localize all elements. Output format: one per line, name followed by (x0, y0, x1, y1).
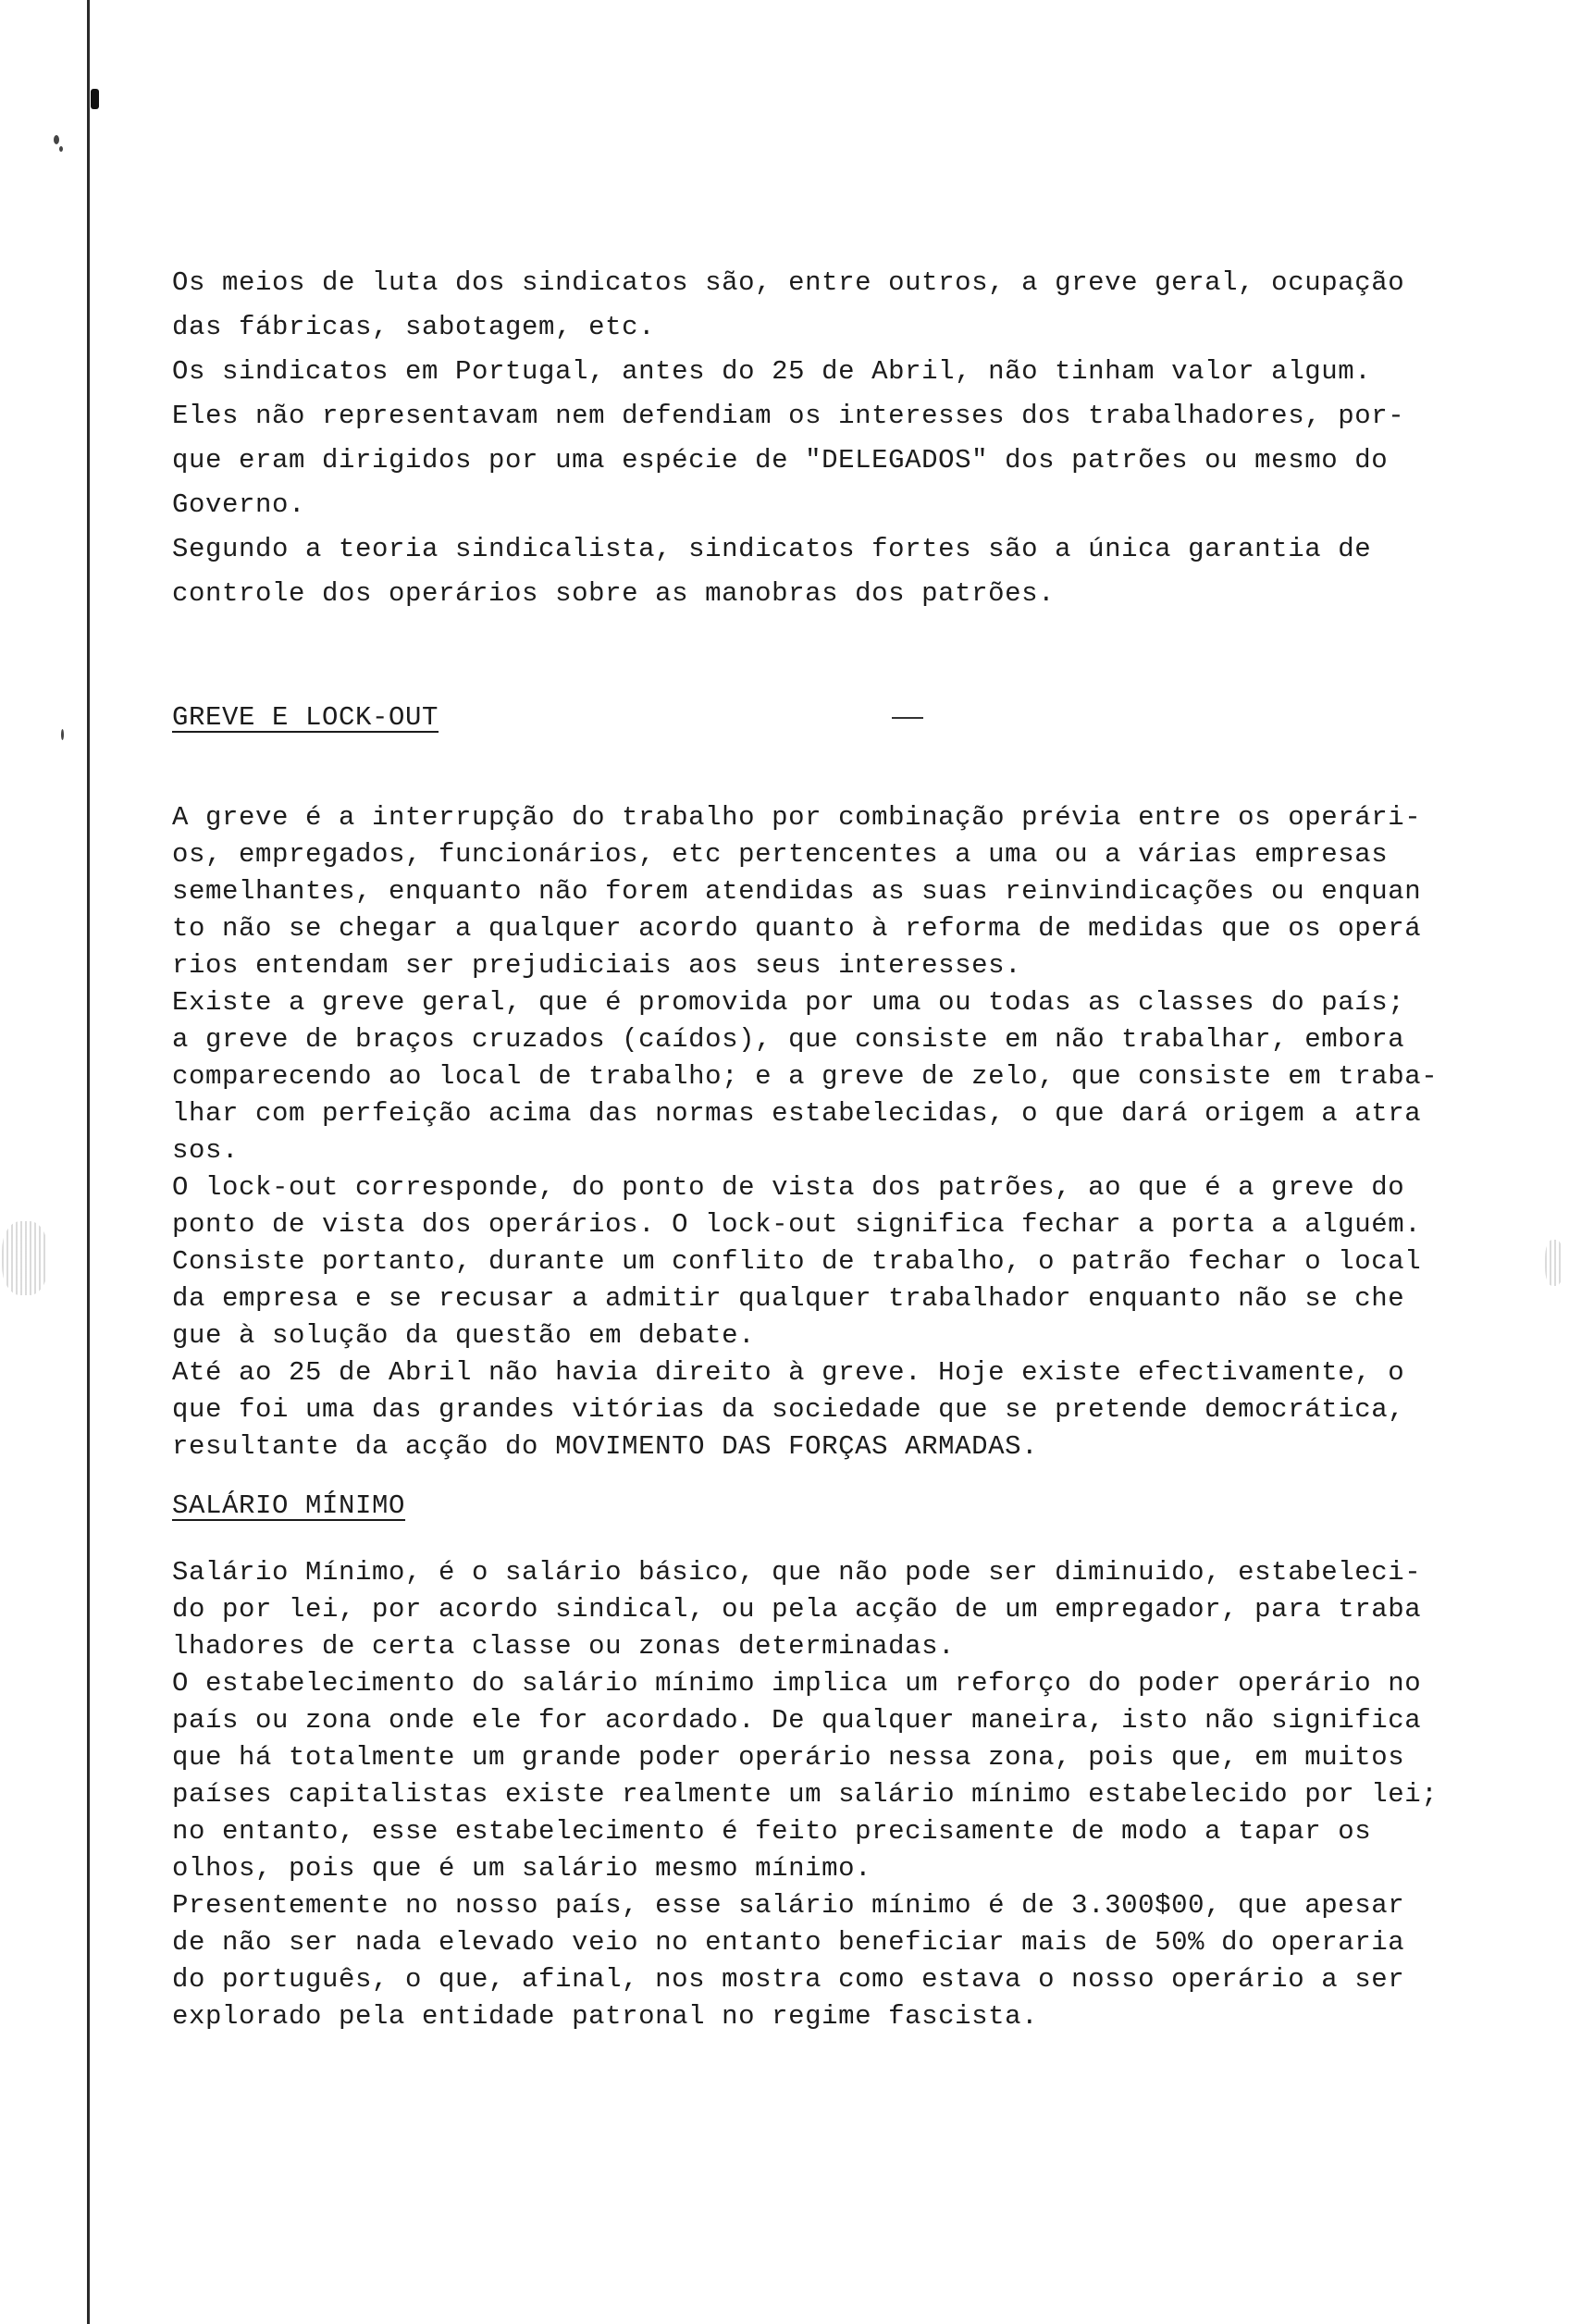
text-line: Até ao 25 de Abril não havia direito à greve. Hoje existe efectivamente, o (172, 1357, 1405, 1388)
ink-speck (54, 135, 59, 144)
text-line: olhos, pois que é um salário mesmo mínimo. (172, 1853, 872, 1884)
document-body (172, 261, 1467, 2032)
heading-text: GREVE E LOCK-OUT (172, 702, 439, 733)
scan-smudge (1545, 1240, 1563, 1286)
salario-section-body (172, 1551, 1467, 2032)
text-line: no entanto, esse estabelecimento é feito precisamente de modo a tapar os (172, 1816, 1372, 1847)
text-line: do português, o que, afinal, nos mostra como estava o nosso operário a ser (172, 1964, 1405, 1995)
text-line: Consiste portanto, durante um conflito de trabalho, o patrão fechar o local (172, 1246, 1422, 1277)
text-line: O lock-out corresponde, do ponto de vista dos patrões, ao que é a greve do (172, 1172, 1405, 1203)
text-line: to não se chegar a qualquer acordo quanto à reforma de medidas que os operá (172, 913, 1422, 944)
section-heading-salario (172, 1484, 1467, 1528)
text-line: do por lei, por acordo sindical, ou pela acção de um empregador, para traba (172, 1594, 1422, 1625)
text-line: país ou zona onde ele for acordado. De qualquer maneira, isto não significa (172, 1705, 1422, 1736)
ink-speck (61, 729, 64, 740)
text-line: gue à solução da questão em debate. (172, 1320, 756, 1351)
text-line: semelhantes, enquanto não forem atendidas as suas reinvindicações ou enquan (172, 876, 1422, 907)
text-line: Segundo a teoria sindicalista, sindicatos fortes são a única garantia de (172, 534, 1372, 564)
text-line: ponto de vista dos operários. O lock-out significa fechar a porta a alguém. (172, 1209, 1422, 1240)
text-line: das fábricas, sabotagem, etc. (172, 312, 656, 342)
text-line: Eles não representavam nem defendiam os interesses dos trabalhadores, por- (172, 401, 1405, 431)
text-line: Presentemente no nosso país, esse salário mínimo é de 3.300$00, que apesar (172, 1890, 1405, 1921)
page-left-border (87, 0, 90, 2324)
section-heading-greve (172, 696, 1467, 740)
scan-smudge (2, 1221, 48, 1295)
text-line: de não ser nada elevado veio no entanto beneficiar mais de 50% do operaria (172, 1927, 1405, 1958)
text-line: Existe a greve geral, que é promovida por uma ou todas as classes do país; (172, 987, 1405, 1018)
text-line: que há totalmente um grande poder operário nessa zona, pois que, em muitos (172, 1742, 1405, 1773)
text-line: Governo. (172, 489, 306, 520)
binder-hole-mark (91, 89, 99, 109)
text-line: comparecendo ao local de trabalho; e a greve de zelo, que consiste em traba- (172, 1061, 1439, 1092)
text-line: lhadores de certa classe ou zonas determinadas. (172, 1631, 956, 1662)
text-line: Salário Mínimo, é o salário básico, que não pode ser diminuido, estabeleci- (172, 1557, 1422, 1588)
text-line: rios entendam ser prejudiciais aos seus interesses. (172, 950, 1022, 981)
text-line: resultante da acção do MOVIMENTO DAS FORÇAS ARMADAS. (172, 1431, 1039, 1462)
text-line: Os sindicatos em Portugal, antes do 25 de Abril, não tinham valor algum. (172, 356, 1372, 387)
ink-speck (59, 146, 63, 152)
text-line: que foi uma das grandes vitórias da sociedade que se pretende democrática, (172, 1394, 1405, 1425)
text-line: Os meios de luta dos sindicatos são, entre outros, a greve geral, ocupação (172, 267, 1405, 298)
intro-paragraph (172, 261, 1467, 616)
text-line: explorado pela entidade patronal no regime fascista. (172, 2001, 1039, 2032)
text-line: que eram dirigidos por uma espécie de "DELEGADOS" dos patrões ou mesmo do (172, 445, 1389, 476)
text-line: O estabelecimento do salário mínimo implica um reforço do poder operário no (172, 1668, 1422, 1699)
text-line: os, empregados, funcionários, etc pertencentes a uma ou a várias empresas (172, 839, 1389, 870)
text-line: lhar com perfeição acima das normas estabelecidas, o que dará origem a atra (172, 1098, 1422, 1129)
text-line: países capitalistas existe realmente um salário mínimo estabelecido por lei; (172, 1779, 1439, 1810)
text-line: sos. (172, 1135, 240, 1166)
greve-section-body (172, 796, 1467, 1462)
text-line: da empresa e se recusar a admitir qualquer trabalhador enquanto não se che (172, 1283, 1405, 1314)
heading-text: SALÁRIO MÍNIMO (172, 1490, 406, 1521)
text-line: controle dos operários sobre as manobras dos patrões. (172, 578, 1056, 609)
text-line: a greve de braços cruzados (caídos), que consiste em não trabalhar, embora (172, 1024, 1405, 1055)
text-line: A greve é a interrupção do trabalho por combinação prévia entre os operári- (172, 802, 1422, 833)
